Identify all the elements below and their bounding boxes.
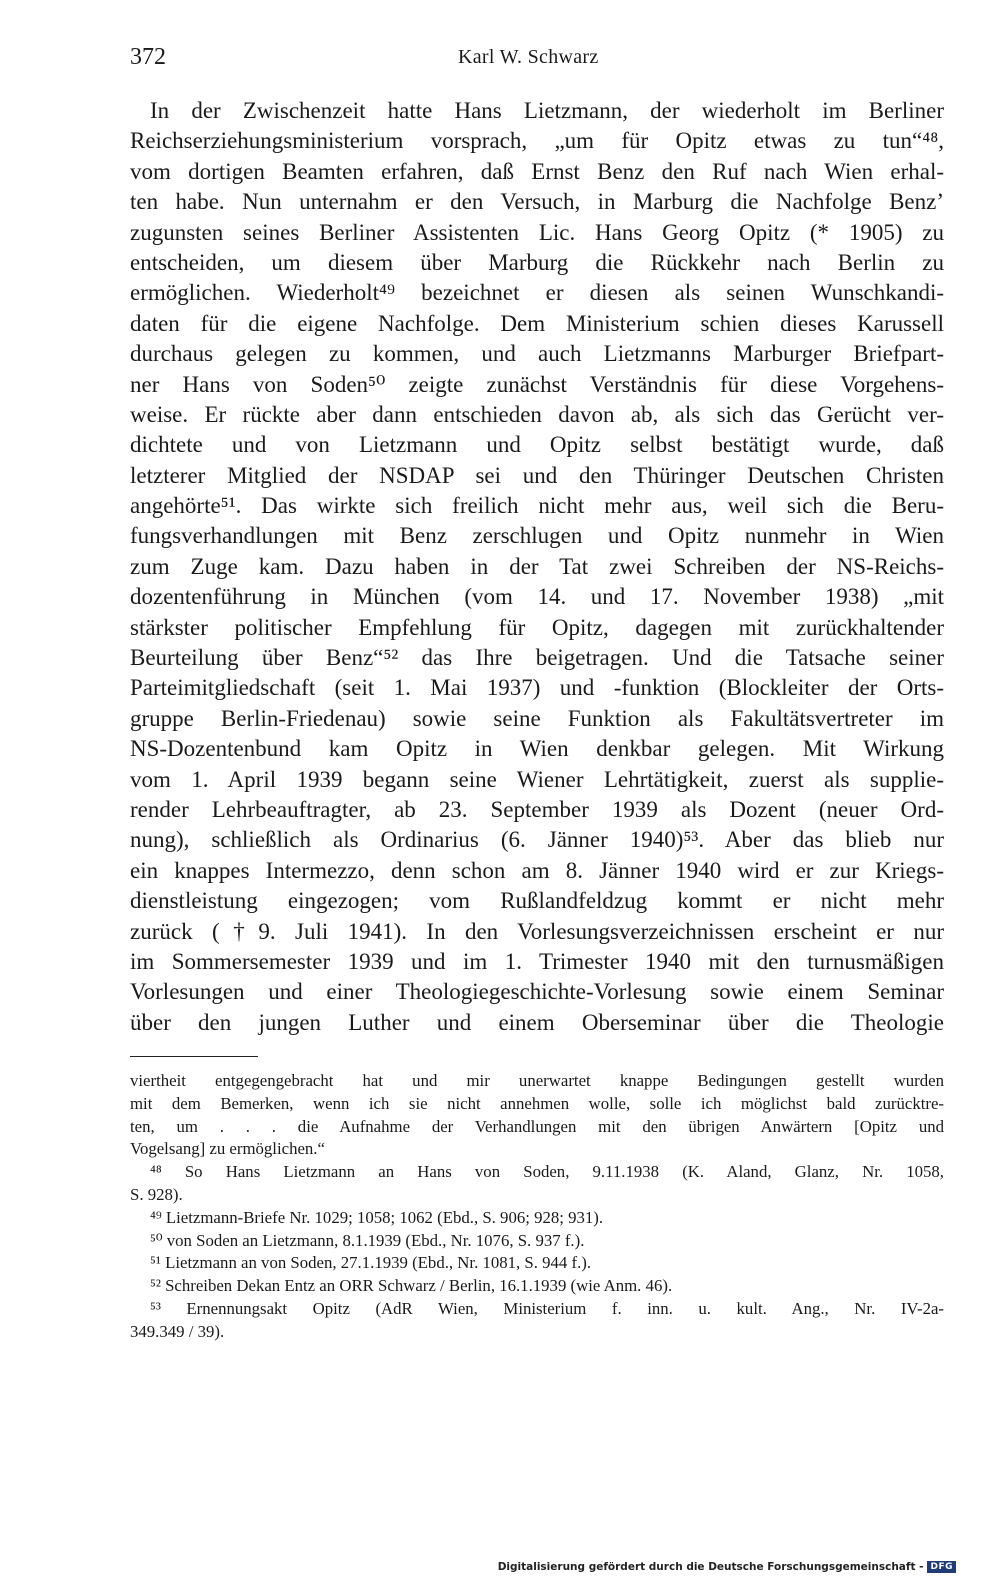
body-line: gruppe Berlin-Friedenau) sowie seine Funktion als Fakultätsvertreter im [130, 705, 944, 731]
body-line: fungsverhandlungen mit Benz zerschlugen und Opitz nunmehr in Wien [130, 523, 944, 549]
footnote-50: ⁵⁰ von Soden an Lietzmann, 8.1.1939 (Ebd., Nr. 1076, S. 937 f.). [150, 1230, 585, 1250]
footnotes [130, 1070, 944, 1344]
body-line: dozentenführung in München (vom 14. und 17. November 1938) „mit [130, 584, 944, 610]
footnote-line: S. 928). [130, 1184, 183, 1204]
body-text [130, 96, 944, 1038]
footnote-49: ⁴⁹ Lietzmann-Briefe Nr. 1029; 1058; 1062 (Ebd., S. 906; 928; 931). [150, 1207, 604, 1227]
body-line: ten habe. Nun unternahm er den Versuch, in Marburg die Nachfolge Benz’ [130, 189, 944, 215]
body-line: Beurteilung über Benz“⁵² das Ihre beigetragen. Und die Tatsache seiner [130, 645, 944, 671]
footnote-48: ⁴⁸ So Hans Lietzmann an Hans von Soden, 9.11.1938 (K. Aland, Glanz, Nr. 1058, [150, 1162, 944, 1182]
body-line: letzterer Mitglied der NSDAP sei und den Thüringer Deutschen Christen [130, 462, 944, 488]
footnote-line: mit dem Bemerken, wenn ich sie nicht annehmen wolle, solle ich möglichst bald zurücktre- [130, 1093, 944, 1113]
body-line: render Lehrbeauftragter, ab 23. September 1939 als Dozent (neuer Ord- [130, 796, 944, 822]
digitization-credit [498, 1561, 956, 1573]
body-line: ermöglichen. Wiederholt⁴⁹ bezeichnet er diesen als seinen Wunschkandi- [130, 280, 944, 306]
body-line: Reichserziehungsministerium vorsprach, „um für Opitz etwas zu tun“⁴⁸, [130, 128, 944, 154]
body-line: NS-Dozentenbund kam Opitz in Wien denkbar gelegen. Mit Wirkung [130, 736, 944, 762]
body-line: stärkster politischer Empfehlung für Opitz, dagegen mit zurückhaltender [130, 614, 944, 640]
credit-text: Digitalisierung gefördert durch die Deutsche Forschungsgemeinschaft - [497, 1561, 924, 1573]
body-line: Vorlesungen und einer Theologiegeschichte-Vorlesung sowie einem Seminar [130, 979, 944, 1005]
body-line: entscheiden, um diesem über Marburg die Rückkehr nach Berlin zu [130, 249, 944, 275]
body-line: über den jungen Luther und einem Oberseminar über die Theologie [130, 1009, 944, 1035]
body-line: durchaus gelegen zu kommen, und auch Lietzmanns Marburger Briefpart- [130, 341, 944, 367]
body-line: Parteimitgliedschaft (seit 1. Mai 1937) und -funktion (Blockleiter der Orts- [130, 675, 944, 701]
body-line: dienstleistung eingezogen; vom Rußlandfeldzug kommt er nicht mehr [130, 888, 944, 914]
footnote-line: Vogelsang] zu ermöglichen.“ [130, 1139, 325, 1159]
body-line: im Sommersemester 1939 und im 1. Trimester 1940 mit den turnusmäßigen [130, 948, 944, 974]
dfg-logo: DFG [927, 1561, 956, 1573]
body-line: nung), schließlich als Ordinarius (6. Jänner 1940)⁵³. Aber das blieb nur [130, 827, 944, 853]
footnote-53: ⁵³ Ernennungsakt Opitz (AdR Wien, Ministerium f. inn. u. kult. Ang., Nr. IV-2a- [150, 1298, 944, 1318]
footnote-51: ⁵¹ Lietzmann an von Soden, 27.1.1939 (Ebd., Nr. 1081, S. 944 f.). [150, 1253, 592, 1273]
body-line: ein knappes Intermezzo, denn schon am 8. Jänner 1940 wird er zur Kriegs- [130, 857, 944, 883]
footnote-line: 349.349 / 39). [130, 1321, 225, 1341]
body-line: zum Zuge kam. Dazu haben in der Tat zwei Schreiben der NS-Reichs- [130, 553, 944, 579]
footnote-52: ⁵² Schreiben Dekan Entz an ORR Schwarz / Berlin, 16.1.1939 (wie Anm. 46). [150, 1276, 673, 1296]
running-head: Karl W. Schwarz [458, 46, 599, 68]
body-line: weise. Er rückte aber dann entschieden davon ab, als sich das Gerücht ver- [130, 401, 944, 427]
page-header [0, 44, 1000, 80]
body-line: angehörte⁵¹. Das wirkte sich freilich nicht mehr aus, weil sich die Beru- [130, 493, 944, 519]
body-line: daten für die eigene Nachfolge. Dem Ministerium schien dieses Karussell [130, 310, 944, 336]
footnote-line: ten, um . . . die Aufnahme der Verhandlungen mit den übrigen Anwärtern [Opitz und [130, 1116, 944, 1136]
body-line: zugunsten seines Berliner Assistenten Lic. Hans Georg Opitz (* 1905) zu [130, 219, 944, 245]
body-line: In der Zwischenzeit hatte Hans Lietzmann, der wiederholt im Berliner [150, 98, 944, 123]
footnote-divider [130, 1056, 258, 1057]
body-line: dichtete und von Lietzmann und Opitz selbst bestätigt wurde, daß [130, 432, 944, 458]
body-line: vom dortigen Beamten erfahren, daß Ernst Benz den Ruf nach Wien erhal- [130, 158, 944, 184]
body-line: zurück (†9. Juli 1941). In den Vorlesungsverzeichnissen erscheint er nur [130, 918, 944, 944]
body-line: vom 1. April 1939 begann seine Wiener Lehrtätigkeit, zuerst als supplie- [130, 766, 944, 792]
body-line: ner Hans von Soden⁵⁰ zeigte zunächst Verständnis für diese Vorgehens- [130, 371, 944, 397]
page-number: 372 [130, 44, 166, 70]
footnote-line: viertheit entgegengebracht hat und mir unerwartet knappe Bedingungen gestellt wurden [130, 1071, 944, 1090]
